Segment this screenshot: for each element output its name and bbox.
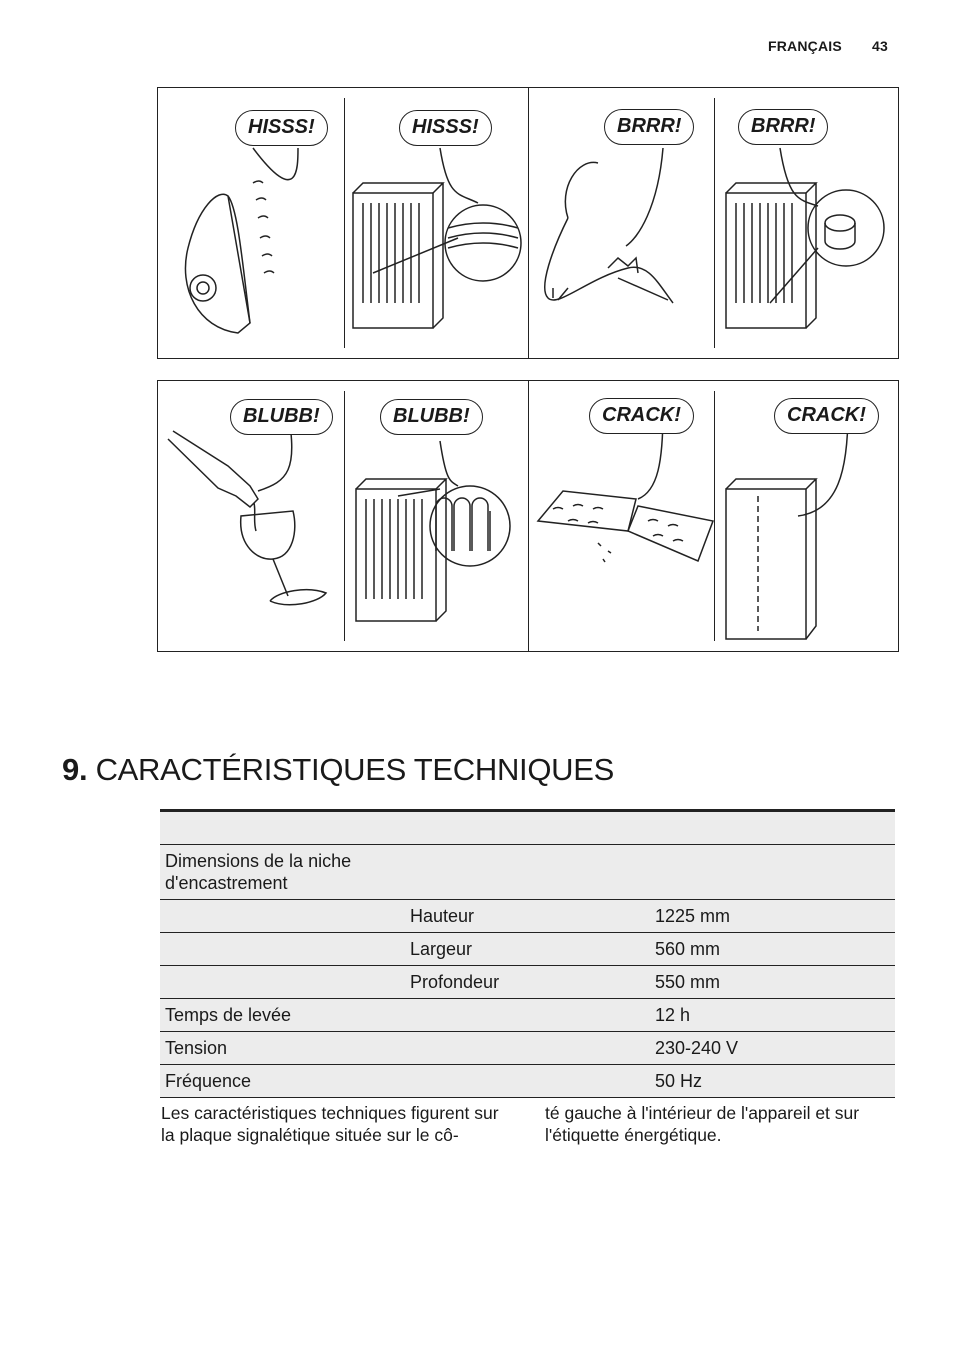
spec-sublabel: Profondeur	[405, 966, 650, 999]
technical-specs-table	[160, 809, 895, 1098]
table-row	[160, 933, 895, 966]
spec-sublabel	[405, 1065, 650, 1098]
table-header-row	[160, 811, 895, 845]
noise-illustrations-bottom	[157, 380, 899, 652]
spec-sublabel	[405, 845, 650, 900]
spec-sublabel	[405, 999, 650, 1032]
spec-value: 50 Hz	[650, 1065, 895, 1098]
page-number: 43	[872, 38, 888, 54]
spec-label	[160, 933, 405, 966]
table-row	[160, 845, 895, 900]
noise-illustrations-top	[157, 87, 899, 359]
section-title	[62, 752, 614, 788]
table-row	[160, 1032, 895, 1065]
cat-stretch-drawing	[545, 148, 673, 303]
table-row	[160, 999, 895, 1032]
table-header-cell	[405, 811, 650, 845]
note-column-1: Les caractéristiques techniques figurent sur la plaque signalétique située sur le cô-	[161, 1103, 499, 1145]
spec-value: 1225 mm	[650, 900, 895, 933]
sound-bubble-hisss-fridge: HISSS!	[399, 110, 492, 146]
sound-bubble-crack-freezer: CRACK!	[774, 398, 879, 434]
spec-value: 560 mm	[650, 933, 895, 966]
spec-value: 12 h	[650, 999, 895, 1032]
sound-bubble-blubb-wine: BLUBB!	[230, 399, 333, 435]
table-header-cell	[160, 811, 405, 845]
spec-notes	[161, 1102, 895, 1146]
freezer-cabinet-drawing	[726, 411, 848, 639]
section-heading: CARACTÉRISTIQUES TECHNIQUES	[95, 752, 614, 787]
sound-bubble-crack-ice: CRACK!	[589, 398, 694, 434]
sound-bubble-brrr-fridge: BRRR!	[738, 109, 828, 145]
spec-sublabel	[405, 1032, 650, 1065]
language-label: FRANÇAIS	[767, 38, 842, 54]
spec-value: 550 mm	[650, 966, 895, 999]
spec-label: Temps de levée	[160, 999, 405, 1032]
sound-bubble-hisss-iron: HISSS!	[235, 110, 328, 146]
spec-label	[160, 900, 405, 933]
spec-sublabel: Largeur	[405, 933, 650, 966]
fridge-compressor-drawing	[726, 148, 884, 328]
fridge-coil-drawing	[353, 148, 521, 328]
table-header-cell	[650, 811, 895, 845]
spec-label: Dimensions de la niche d'encastrement	[160, 845, 405, 900]
fridge-pipes-drawing	[356, 441, 510, 621]
wine-pour-drawing	[168, 411, 326, 605]
spec-label	[160, 966, 405, 999]
sound-bubble-brrr-cat: BRRR!	[604, 109, 694, 145]
page-header	[768, 38, 888, 54]
table-row	[160, 1065, 895, 1098]
spec-value	[650, 845, 895, 900]
spec-label: Tension	[160, 1032, 405, 1065]
note-column-2: té gauche à l'intérieur de l'appareil et sur l'étiquette énergétique.	[545, 1103, 860, 1145]
spec-label: Fréquence	[160, 1065, 405, 1098]
table-row	[160, 900, 895, 933]
spec-value: 230-240 V	[650, 1032, 895, 1065]
table-row	[160, 966, 895, 999]
steam-iron-drawing	[185, 148, 298, 333]
section-number: 9.	[62, 752, 88, 787]
spec-sublabel: Hauteur	[405, 900, 650, 933]
sound-bubble-blubb-fridge: BLUBB!	[380, 399, 483, 435]
